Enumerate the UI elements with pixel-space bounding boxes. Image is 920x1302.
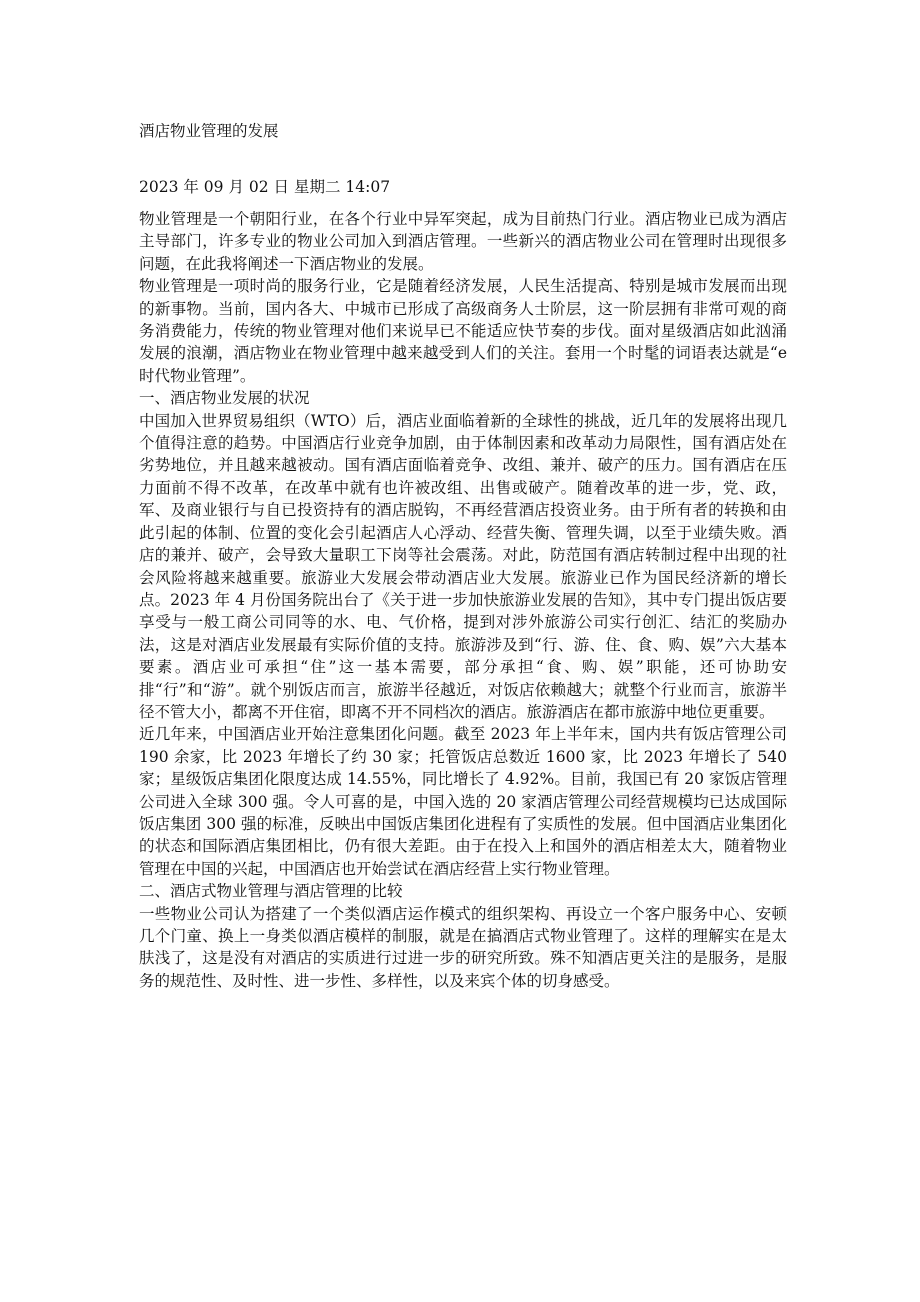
section-2-paragraph-1: 一些物业公司认为搭建了一个类似酒店运作模式的组织架构、再设立一个客户服务中心、安顿几个门童、换上一身类似酒店模样的制服，就是在搞酒店式物业管理了。这样的理解实在是太肤浅了，这是没有对酒店的实质进行过进一步的研究所致。殊不知酒店更关注的是服务，是服务的规范性、及时性、进一步性、多样性，以及来宾个体的切身感受。: [139, 904, 787, 990]
section-1-heading: 一、酒店物业发展的状况: [139, 389, 310, 408]
document-body: [139, 208, 787, 992]
intro-paragraph-2: 物业管理是一项时尚的服务行业，它是随着经济发展，人民生活提高、特别是城市发展而出现的新事物。当前，国内各大、中城市已形成了高级商务人士阶层，这一阶层拥有非常可观的商务消费能力，传统的物业管理对他们来说早已不能适应快节奏的步伐。面对星级酒店如此汹涌发展的浪潮，酒店物业在物业管理中越来越受到人们的关注。套用一个时髦的词语表达就是“e 时代物业管理”。: [139, 277, 787, 385]
intro-paragraph-1: 物业管理是一个朝阳行业，在各个行业中异军突起，成为目前热门行业。酒店物业已成为酒店主导部门，许多专业的物业公司加入到酒店管理。一些新兴的酒店物业公司在管理时出现很多问题，在此我将阐述一下酒店物业的发展。: [139, 210, 787, 273]
section-1-paragraph-1: 中国加入世界贸易组织（WTO）后，酒店业面临着新的全球性的挑战，近几年的发展将出现几个值得注意的趋势。中国酒店行业竞争加剧，由于体制因素和改革动力局限性，国有酒店处在劣势地位，并且越来越被动。国有酒店面临着竞争、改组、兼并、破产的压力。国有酒店在压力面前不得不改革，在改革中就有也许被改组、出售或破产。随着改革的进一步，党、政，军、及商业银行与自已投资持有的酒店脱钩，不再经营酒店投资业务。由于所有者的转换和由此引起的体制、位置的变化会引起酒店人心浮动、经营失衡、管理失调，以至于业绩失败。酒店的兼并、破产，会导致大量职工下岗等社会震荡。对此，防范国有酒店转制过程中出现的社会风险将越来越重要。旅游业大发展会带动酒店业大发展。旅游业已作为国民经济新的增长点。2023 年 4 月份国务院出台了《关于进一步加快旅游业发展的告知》，其中专门提出饭店要享受与一般工商公司同等的水、电、气价格，提到对涉外旅游公司实行创汇、结汇的奖励办法，这是对酒店业发展最有实际价值的支持。旅游涉及到“行、游、住、食、购、娱”六大基本要素。酒店业可承担“住”这一基本需要，部分承担“食、购、娱”职能，还可协助安排“行”和“游”。就个别饭店而言，旅游半径越近，对饭店依赖越大；就整个行业而言，旅游半径不管大小，都离不开住宿，即离不开不同档次的酒店。旅游酒店在都市旅游中地位更重要。: [139, 411, 787, 721]
document-title: 酒店物业管理的发展: [139, 122, 279, 140]
section-1-paragraph-2: 近几年来，中国酒店业开始注意集团化问题。截至 2023 年上半年末，国内共有饭店管理公司 190 余家，比 2023 年增长了约 30 家；托管饭店总数近 1600 家，比 2023 年增长了 540 家；星级饭店集团化限度达成 14.55%，同比增长了 4.92%。目前，我国已有 20 家饭店管理公司进入全球 300 强。令人可喜的是，中国入选的 20 家酒店管理公司经营规模均已达成国际饭店集团 300 强的标准，反映出中国饭店集团化进程有了实质性的发展。但中国酒店业集团化的状态和国际酒店集团相比，仍有很大差距。由于在投入上和国外的酒店相差太大，随着物业管理在中国的兴起，中国酒店也开始尝试在酒店经营上实行物业管理。: [139, 725, 787, 878]
section-2-heading: 二、酒店式物业管理与酒店管理的比较: [139, 882, 403, 901]
document-datetime: 2023 年 09 月 02 日 星期二 14:07: [139, 178, 391, 196]
document-page: [139, 118, 787, 992]
